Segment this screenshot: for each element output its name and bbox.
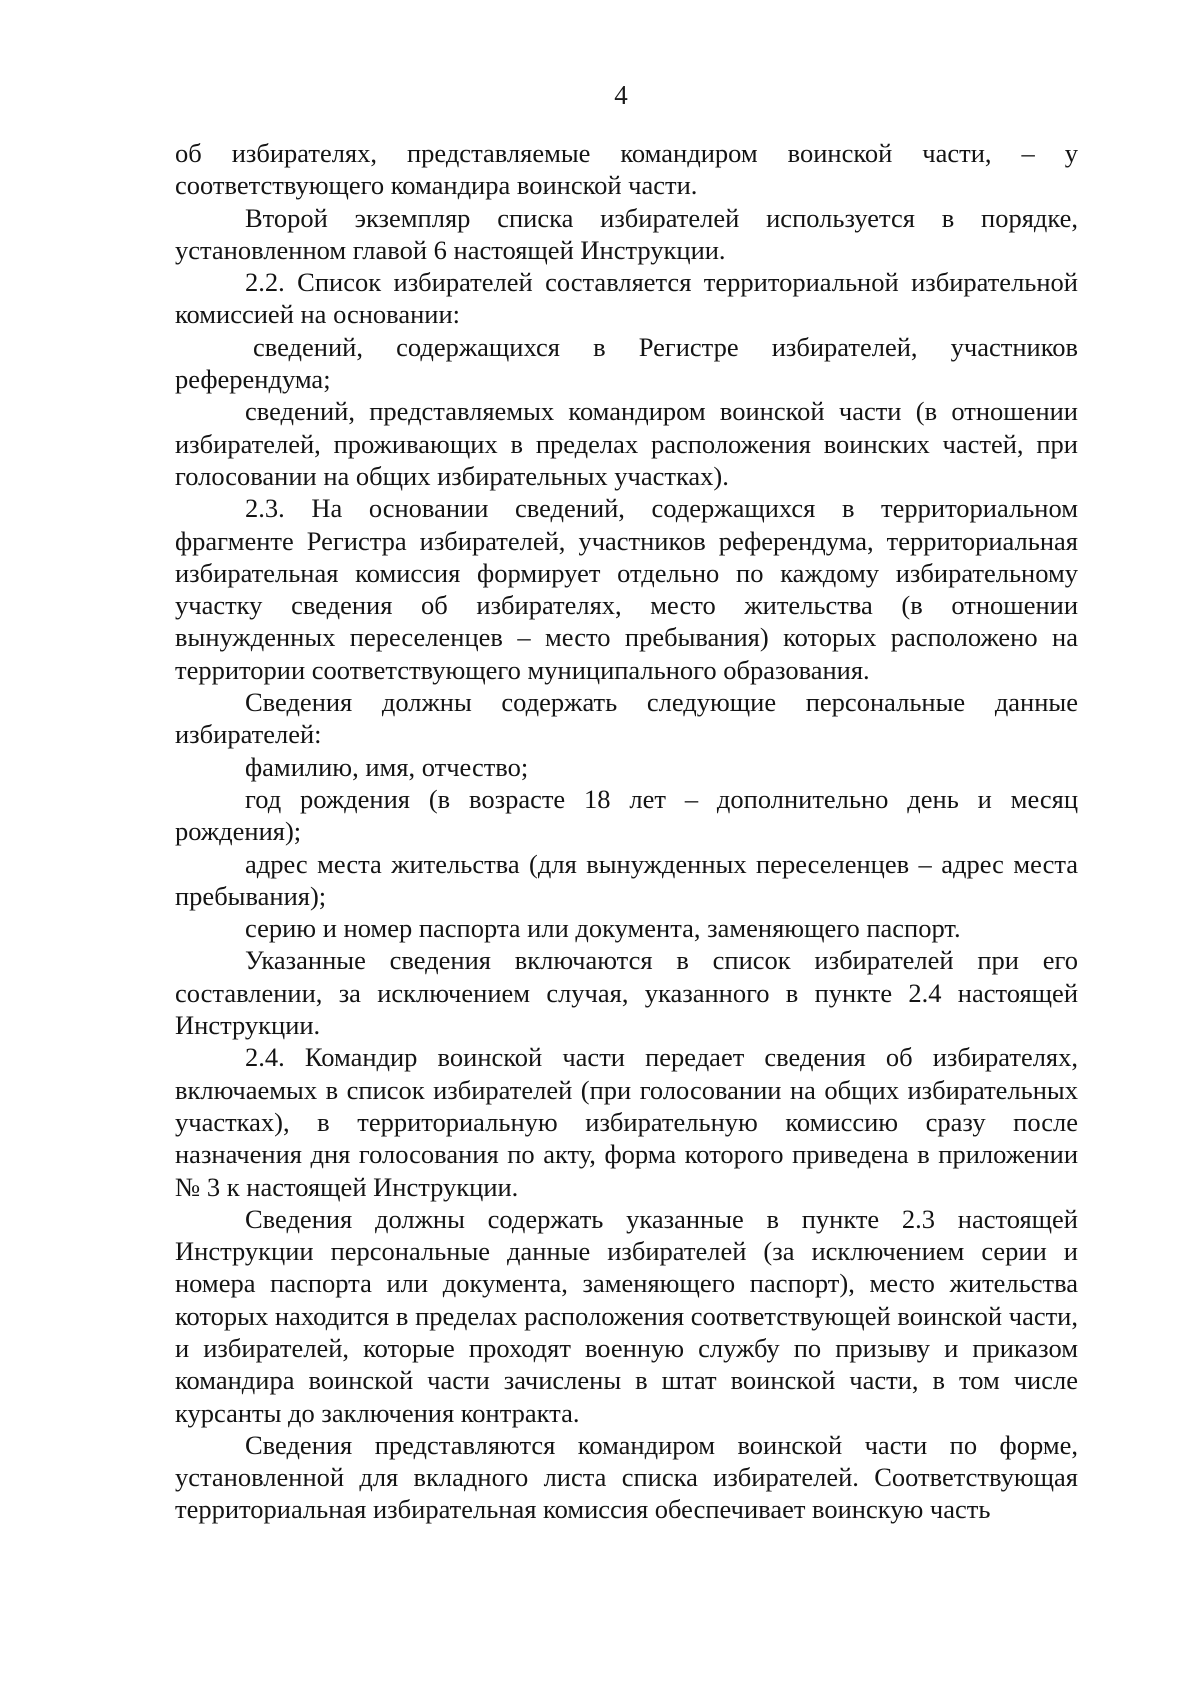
paragraph-continuation: об избирателях, представляемые командиром воинской части, – у соответствующего командира воинской части.: [175, 138, 1078, 201]
list-item-paragraph: адрес места жительства (для вынужденных переселенцев – адрес места пребывания);: [175, 848, 1078, 911]
paragraph: Сведения должны содержать указанные в пункте 2.3 настоящей Инструкции персональные данные избирателей (за исключением серии и номера паспорта или документа, заменяющего паспорт), место жительства которых находится в пределах расположения соответствующей воинской части, и избирателей, которые проходят военную службу по призыву и приказом командира воинской части зачислены в штат воинской части, в том числе курсанты до заключения контракта.: [175, 1203, 1078, 1428]
list-item-paragraph: сведений, представляемых командиром воинской части (в отношении избирателей, проживающих в пределах расположения воинских частей, при голосовании на общих избирательных участках).: [175, 396, 1078, 491]
paragraph: Указанные сведения включаются в список избирателей при его составлении, за исключением случая, указанного в пункте 2.4 настоящей Инструкции.: [175, 945, 1078, 1041]
list-item-paragraph: год рождения (в возрасте 18 лет – дополнительно день и месяц рождения);: [175, 783, 1078, 847]
paragraph-section-2-4: 2.4. Командир воинской части передает сведения об избирателях, включаемых в список избирателей (при голосовании на общих избирательных участках), в территориальную избирательную комиссию сразу после назначения дня голосования по акту, форма которого приведена в приложении № 3 к настоящей Инструкции.: [175, 1042, 1078, 1202]
paragraph: Сведения должны содержать следующие персональные данные избирателей:: [175, 687, 1078, 750]
paragraph-section-2-2: 2.2. Список избирателей составляется территориальной избирательной комиссией на основании:: [175, 267, 1078, 330]
paragraph-section-2-3: 2.3. На основании сведений, содержащихся в территориальном фрагменте Регистра избирателей, участников референдума, территориальная избирательная комиссия формирует отдельно по каждому избирательному участку сведения об избирателях, место жительства (в отношении вынужденных переселенцев – место пребывания) которых расположено на территории соответствующего муниципального образования.: [175, 493, 1078, 685]
document-body: [175, 137, 1078, 1526]
page-number: 4: [614, 80, 628, 110]
list-item-paragraph: сведений, содержащихся в Регистре избирателей, участников референдума;: [175, 331, 1078, 395]
paragraph: Второй экземпляр списка избирателей используется в порядке, установленном главой 6 настоящей Инструкции.: [175, 202, 1078, 265]
list-item-paragraph: фамилию, имя, отчество;: [245, 751, 529, 782]
list-item-paragraph: серию и номер паспорта или документа, заменяющего паспорт.: [245, 913, 961, 944]
paragraph: Сведения представляются командиром воинской части по форме, установленной для вкладного листа списка избирателей. Соответствующая территориальная избирательная комиссия обеспечивает воинскую часть: [175, 1429, 1078, 1525]
